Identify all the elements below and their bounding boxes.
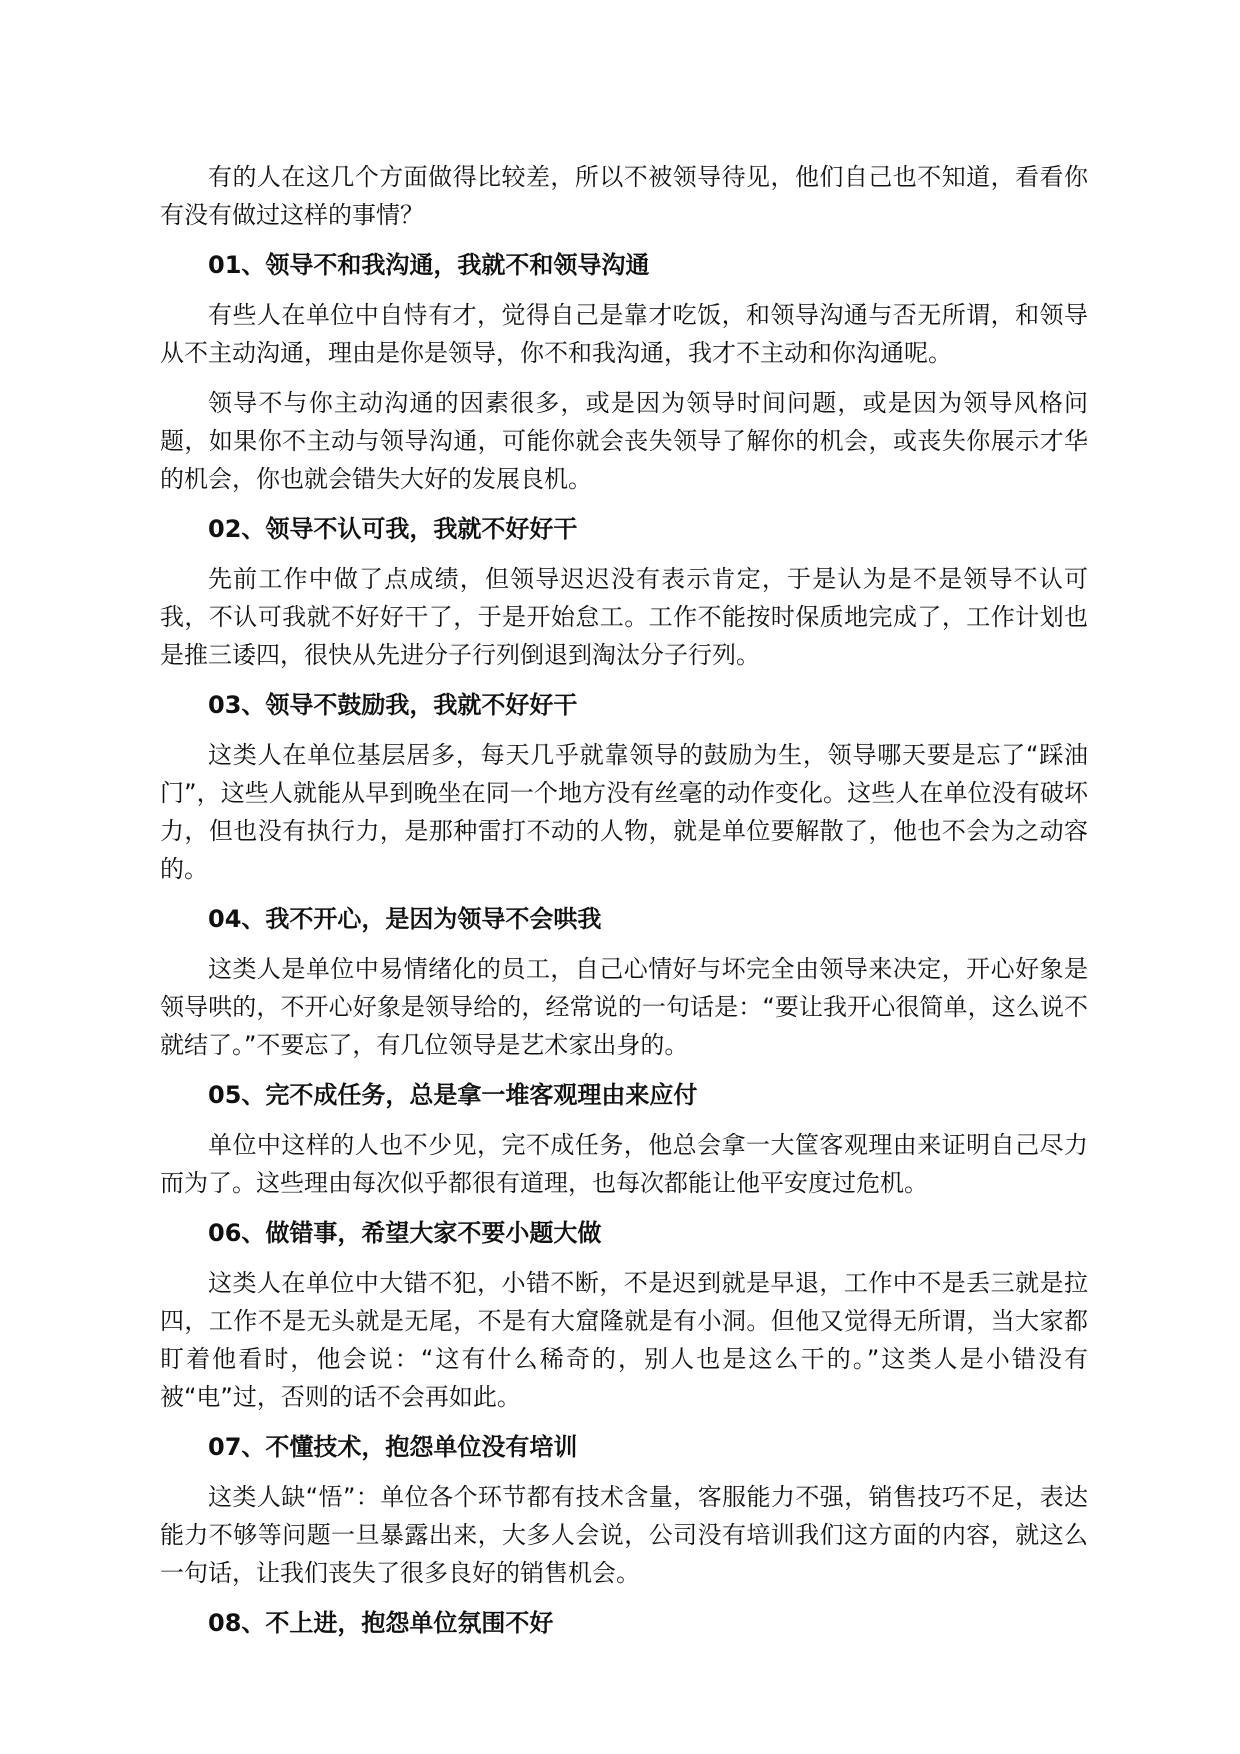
section-05-paragraph-1: 单位中这样的人也不少见，完不成任务，他总会拿一大筐客观理由来证明自己尽力而为了。这些理由每次似乎都很有道理，也每次都能让他平安度过危机。 (160, 1131, 1088, 1197)
section-heading-01: 01、领导不和我沟通，我就不和领导沟通 (208, 251, 650, 279)
section-heading-06: 06、做错事，希望大家不要小题大做 (208, 1219, 602, 1247)
section-04-paragraph-1: 这类人是单位中易情绪化的员工，自己心情好与坏完全由领导来决定，开心好象是领导哄的，不开心好象是领导给的，经常说的一句话是：“要让我开心很简单，这么说不就结了。”不要忘了，有几位领导是艺术家出身的。 (160, 955, 1088, 1059)
section-02-paragraph-1: 先前工作中做了点成绩，但领导迟迟没有表示肯定，于是认为是不是领导不认可我，不认可我就不好好干了，于是开始怠工。工作不能按时保质地完成了，工作计划也是推三诿四，很快从先进分子行列倒退到淘汰分子行列。 (160, 565, 1088, 669)
document-page (160, 158, 1088, 1654)
section-heading-05: 05、完不成任务，总是拿一堆客观理由来应付 (208, 1081, 698, 1109)
section-heading-08: 08、不上进，抱怨单位氛围不好 (208, 1609, 554, 1637)
section-heading-07: 07、不懂技术，抱怨单位没有培训 (208, 1433, 578, 1461)
section-07-paragraph-1: 这类人缺“悟”：单位各个环节都有技术含量，客服能力不强，销售技巧不足，表达能力不够等问题一旦暴露出来，大多人会说，公司没有培训我们这方面的内容，就这么一句话，让我们丧失了很多良好的销售机会。 (160, 1483, 1088, 1587)
section-01-paragraph-2: 领导不与你主动沟通的因素很多，或是因为领导时间问题，或是因为领导风格问题，如果你不主动与领导沟通，可能你就会丧失领导了解你的机会，或丧失你展示才华的机会，你也就会错失大好的发展良机。 (160, 389, 1088, 493)
intro-paragraph: 有的人在这几个方面做得比较差，所以不被领导待见，他们自己也不知道，看看你有没有做过这样的事情？ (160, 163, 1088, 229)
section-heading-04: 04、我不开心，是因为领导不会哄我 (208, 905, 602, 933)
section-03-paragraph-1: 这类人在单位基层居多，每天几乎就靠领导的鼓励为生，领导哪天要是忘了“踩油门”，这些人就能从早到晚坐在同一个地方没有丝毫的动作变化。这些人在单位没有破坏力，但也没有执行力，是那种雷打不动的人物，就是单位要解散了，他也不会为之动容的。 (160, 741, 1088, 883)
section-06-paragraph-1: 这类人在单位中大错不犯，小错不断，不是迟到就是早退，工作中不是丢三就是拉四，工作不是无头就是无尾，不是有大窟隆就是有小洞。但他又觉得无所谓，当大家都盯着他看时，他会说：“这有什么稀奇的，别人也是这么干的。”这类人是小错没有被“电”过，否则的话不会再如此。 (160, 1269, 1088, 1411)
section-heading-02: 02、领导不认可我，我就不好好干 (208, 515, 578, 543)
section-01-paragraph-1: 有些人在单位中自恃有才，觉得自己是靠才吃饭，和领导沟通与否无所谓，和领导从不主动沟通，理由是你是领导，你不和我沟通，我才不主动和你沟通呢。 (160, 301, 1088, 367)
section-heading-03: 03、领导不鼓励我，我就不好好干 (208, 691, 578, 719)
